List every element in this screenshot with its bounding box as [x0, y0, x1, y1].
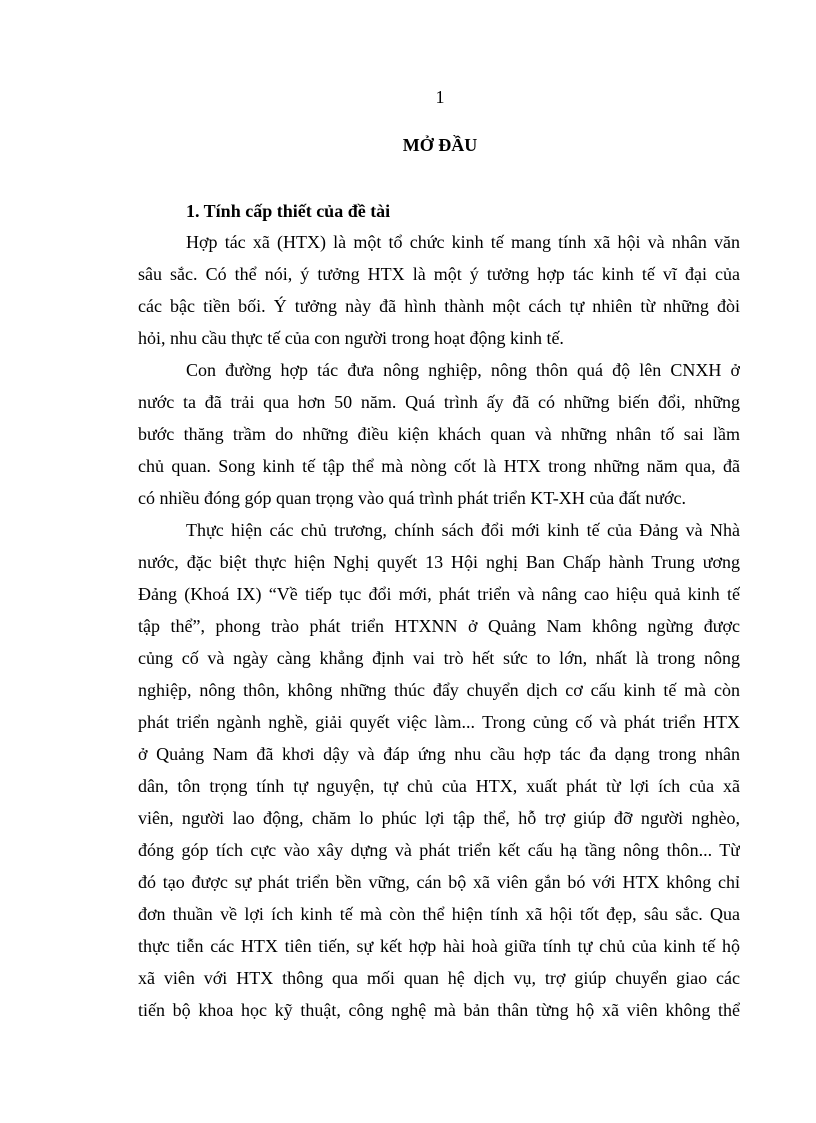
- paragraph-line: chủ quan. Song kinh tế tập thể mà nòng cốt là HTX trong những năm qua, đã: [138, 456, 740, 476]
- paragraph-line: Thực hiện các chủ trương, chính sách đổi mới kinh tế của Đảng và Nhà: [186, 520, 740, 540]
- text-line: [0, 550, 816, 574]
- text-line: [0, 294, 816, 318]
- paragraph-line: sâu sắc. Có thể nói, ý tưởng HTX là một ý tưởng hợp tác kinh tế vĩ đại của: [138, 264, 740, 284]
- text-line: [0, 262, 816, 286]
- text-line: [0, 518, 816, 542]
- text-line: [0, 390, 816, 414]
- text-line: [0, 934, 816, 958]
- text-line: [0, 422, 816, 446]
- text-line: [0, 230, 816, 254]
- paragraph-line: nghiệp, nông thôn, không những thúc đẩy chuyển dịch cơ cấu kinh tế mà còn: [138, 680, 740, 700]
- text-line: [0, 646, 816, 670]
- text-line: [0, 742, 816, 766]
- text-line: [0, 806, 816, 830]
- text-line: [0, 838, 816, 862]
- paragraph-line: Con đường hợp tác đưa nông nghiệp, nông thôn quá độ lên CNXH ở: [186, 360, 740, 380]
- paragraph-line: dân, tôn trọng tính tự nguyện, tự chủ của HTX, xuất phát từ lợi ích của xã: [138, 776, 740, 796]
- paragraph-line: xã viên với HTX thông qua mối quan hệ dịch vụ, trợ giúp chuyển giao các: [138, 968, 740, 988]
- document-title: MỞ ĐẦU: [402, 135, 478, 155]
- paragraph-line: tiến bộ khoa học kỹ thuật, công nghệ mà bản thân từng hộ xã viên không thể: [138, 1000, 740, 1020]
- paragraph-line: có nhiều đóng góp quan trọng vào quá trình phát triển KT-XH của đất nước.: [138, 488, 686, 508]
- paragraph-line: Hợp tác xã (HTX) là một tổ chức kinh tế mang tính xã hội và nhân văn: [186, 232, 740, 252]
- text-line: [0, 774, 816, 798]
- page-number: 1: [435, 87, 445, 107]
- paragraph-line: phát triển ngành nghề, giải quyết việc làm... Trong củng cố và phát triển HTX: [138, 712, 740, 732]
- paragraph-line: đơn thuần về lợi ích kinh tế mà còn thể hiện tính xã hội tốt đẹp, sâu sắc. Qua: [138, 904, 740, 924]
- text-line: [0, 326, 816, 350]
- paragraph-line: nước ta đã trải qua hơn 50 năm. Quá trình ấy đã có những biến đổi, những: [138, 392, 740, 412]
- text-line: [0, 454, 816, 478]
- text-line: [0, 486, 816, 510]
- text-line: [0, 614, 816, 638]
- section-heading: 1. Tính cấp thiết của đề tài: [186, 201, 391, 221]
- text-line: [0, 870, 816, 894]
- paragraph-line: thực tiễn các HTX tiên tiến, sự kết hợp hài hoà giữa tính tự chủ của kinh tế hộ: [138, 936, 740, 956]
- paragraph-line: đó tạo được sự phát triển bền vững, cán bộ xã viên gắn bó với HTX không chỉ: [138, 872, 740, 892]
- paragraph-line: ở Quảng Nam đã khơi dậy và đáp ứng nhu cầu hợp tác đa dạng trong nhân: [138, 744, 740, 764]
- text-line: [0, 678, 816, 702]
- text-line: [0, 582, 816, 606]
- paragraph-line: đóng góp tích cực vào xây dựng và phát triển kết cấu hạ tầng nông thôn... Từ: [138, 840, 740, 860]
- text-line: [0, 966, 816, 990]
- paragraph-line: củng cố và ngày càng khẳng định vai trò hết sức to lớn, nhất là trong nông: [138, 648, 740, 668]
- text-line: [0, 998, 816, 1022]
- paragraph-line: viên, người lao động, chăm lo phúc lợi tập thể, hỗ trợ giúp đỡ người nghèo,: [138, 808, 740, 828]
- paragraph-line: các bậc tiền bối. Ý tưởng này đã hình thành một cách tự nhiên từ những đòi: [138, 296, 740, 316]
- paragraph-line: tập thể”, phong trào phát triển HTXNN ở Quảng Nam không ngừng được: [138, 616, 740, 636]
- paragraph-line: bước thăng trầm do những điều kiện khách quan và những nhân tố sai lầm: [138, 424, 740, 444]
- text-line: [0, 358, 816, 382]
- text-line: [0, 710, 816, 734]
- paragraph-line: nước, đặc biệt thực hiện Nghị quyết 13 Hội nghị Ban Chấp hành Trung ương: [138, 552, 740, 572]
- text-line: [0, 902, 816, 926]
- paragraph-line: Đảng (Khoá IX) “Về tiếp tục đổi mới, phát triển và nâng cao hiệu quả kinh tế: [138, 584, 740, 604]
- paragraph-line: hỏi, nhu cầu thực tế của con người trong hoạt động kinh tế.: [138, 328, 564, 348]
